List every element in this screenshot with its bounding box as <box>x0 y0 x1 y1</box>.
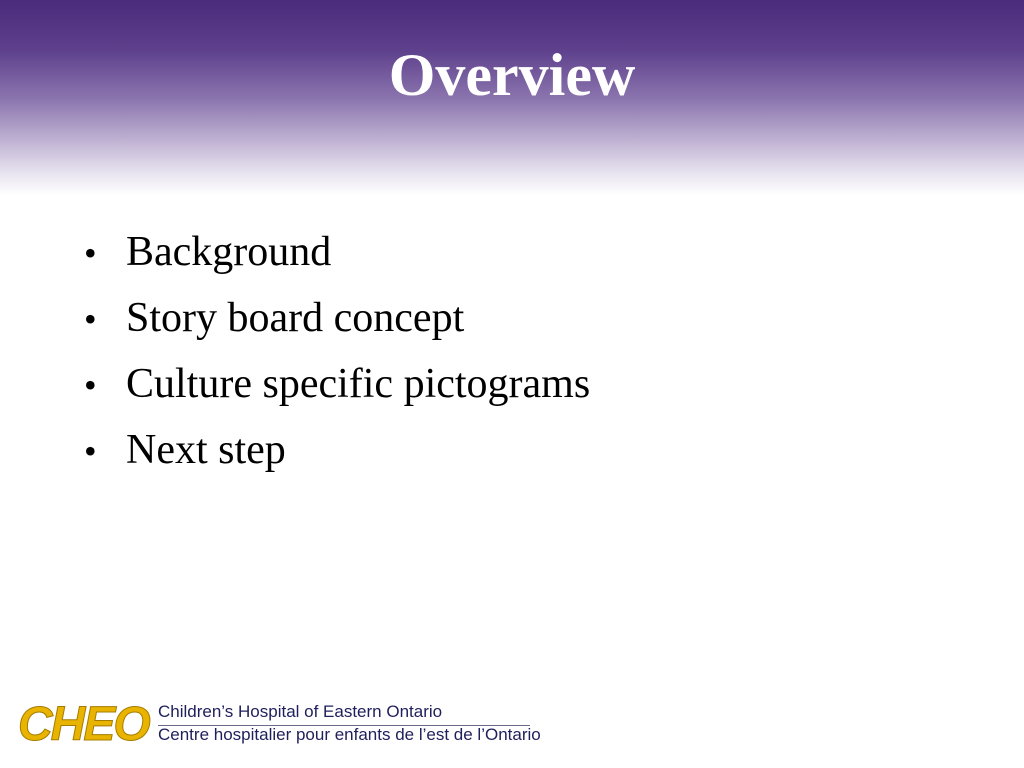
list-item <box>84 294 590 360</box>
bullet-text: Next step <box>126 427 286 473</box>
cheo-logo-icon <box>16 694 152 750</box>
list-item <box>84 228 590 294</box>
logo-wordmark: CHEO <box>18 698 149 750</box>
bullet-icon: • <box>84 233 97 273</box>
list-item <box>84 360 590 426</box>
list-item <box>84 426 590 492</box>
hospital-name-english: Children’s Hospital of Eastern Ontario <box>158 702 443 721</box>
bullet-text: Culture specific pictograms <box>126 361 591 407</box>
bullet-icon: • <box>84 365 97 405</box>
bullet-icon: • <box>84 431 97 471</box>
bullet-text: Story board concept <box>126 295 465 341</box>
hospital-name-french: Centre hospitalier pour enfants de l’est de l’Ontario <box>158 725 541 744</box>
bullet-text: Background <box>126 229 332 275</box>
slide-title: Overview <box>388 42 636 108</box>
bullet-list <box>84 228 590 492</box>
bullet-icon: • <box>84 299 97 339</box>
cheo-logo <box>16 694 541 754</box>
